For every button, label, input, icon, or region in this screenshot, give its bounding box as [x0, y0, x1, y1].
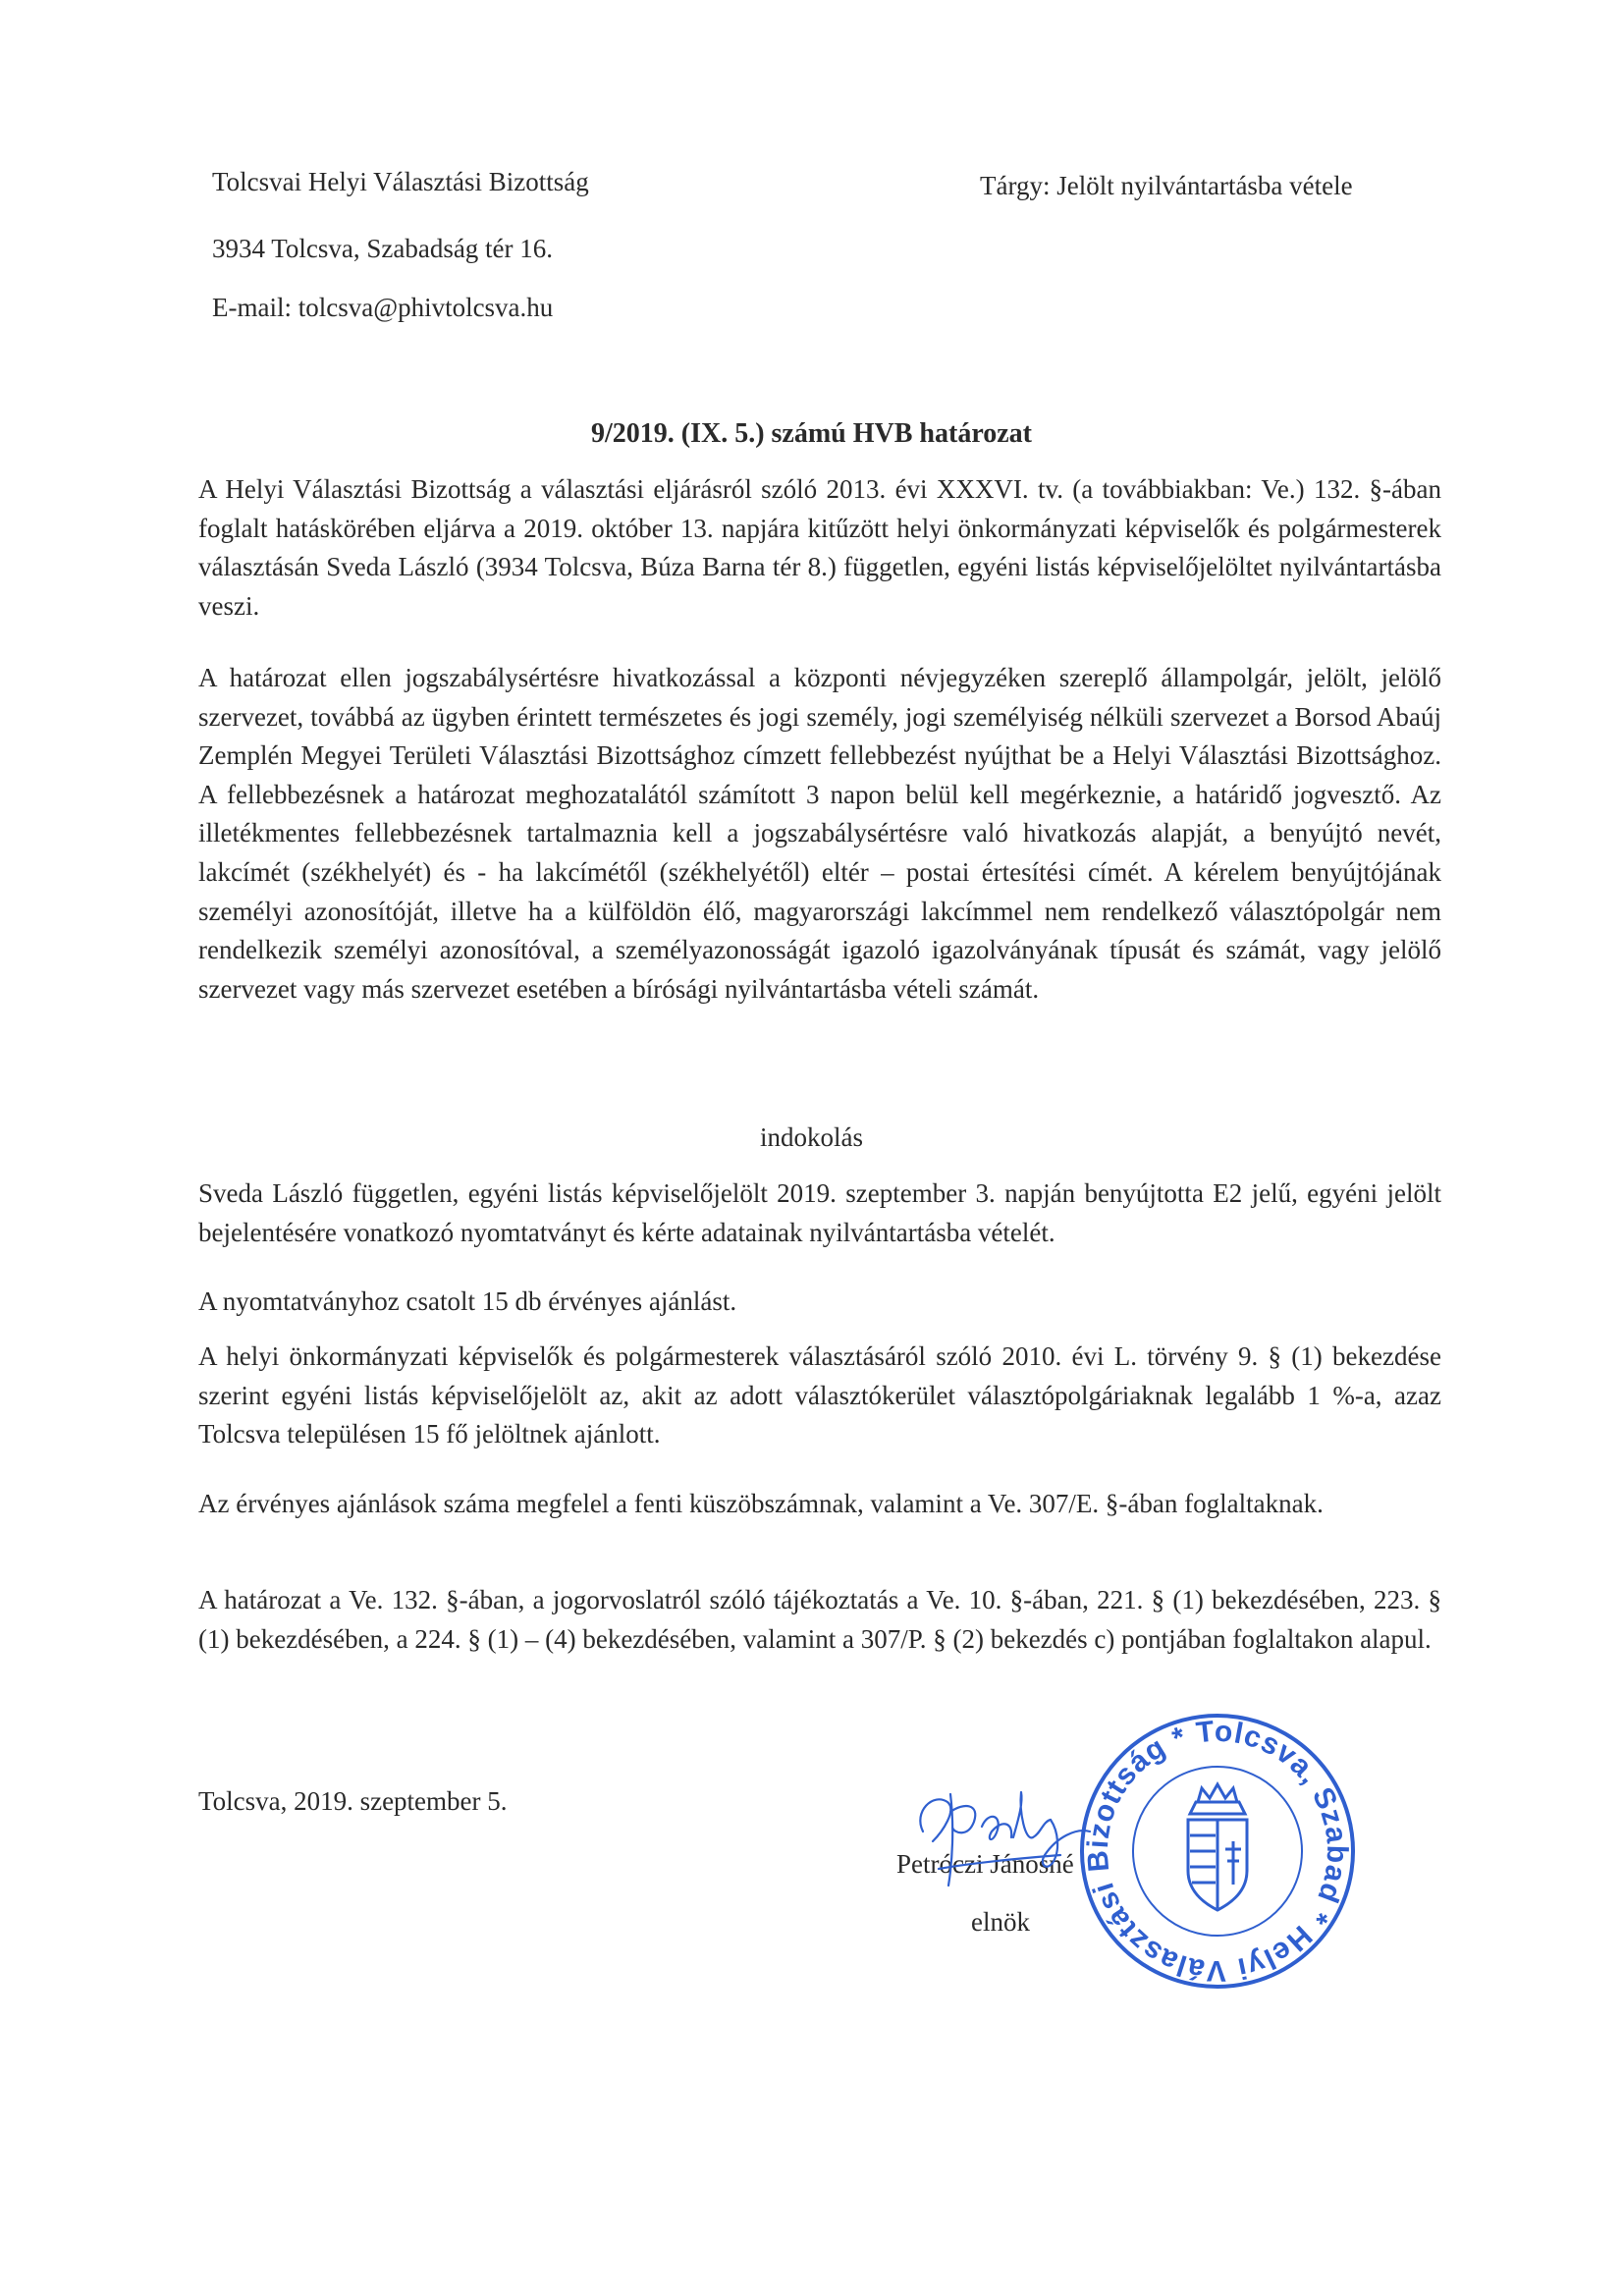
legal-basis-paragraph: A határozat a Ve. 132. §-ában, a jogorvoslatról szóló tájékoztatás a Ve. 10. §-ában, 221. § (1) bekezdésében, 223. § (1) bekezdésében, a 224. § (1) – (4) bekezdésében, valamint a 307/P. § (2) bekezdés c) pontjában foglaltakon alapul. [198, 1585, 1441, 1654]
reasoning-paragraph: A nyomtatványhoz csatolt 15 db érvényes ajánlást. [198, 1286, 737, 1316]
sender-address: 3934 Tolcsva, Szabadság tér 16. [212, 234, 554, 263]
signatory-role: elnök [971, 1907, 1030, 1937]
subject-line: Tárgy: Jelölt nyilvántartásba vétele [980, 171, 1353, 200]
reasoning-paragraph: Az érvényes ajánlások száma megfelel a fenti küszöbszámnak, valamint a Ve. 307/E. §-ában foglaltaknak. [198, 1489, 1324, 1518]
reasoning-heading: indokolás [760, 1122, 863, 1152]
hungarian-coat-of-arms-icon [1188, 1784, 1247, 1910]
reasoning-paragraph: A helyi önkormányzati képviselők és polgármesterek választásáról szóló 2010. évi L. törvény 9. § (1) bekezdése szerint egyéni listás képviselőjelölt az, akit az adott választókerület választópolgáriaknak legalább 1 %-a, azaz Tolcsva településen 15 fő jelöltnek ajánlott. [198, 1341, 1441, 1449]
stamp-text: * Helyi Választási Bizottság * Tolcsva, Szabadság [1081, 1715, 1354, 1988]
sender-email: E-mail: tolcsva@phivtolcsva.hu [212, 293, 554, 322]
decision-paragraph: A Helyi Választási Bizottság a választási eljárásról szóló 2013. évi XXXVI. tv. (a továbbiakban: Ve.) 132. §-ában foglalt hatáskörében eljárva a 2019. október 13. napjára kitűzött helyi önkormányzati képviselők és polgármesterek választásán Sveda László (3934 Tolcsva, Búza Barna tér 8.) független, egyéni listás képviselőjelöltet nyilvántartásba veszi. [198, 474, 1441, 621]
appeal-information-paragraph: A határozat ellen jogszabálysértésre hivatkozással a központi névjegyzéken szereplő állampolgár, jelölt, jelölő szervezet, továbbá az ügyben érintett természetes és jogi személy, jogi személyiség nélküli szervezet a Borsod Abaúj Zemplén Megyei Területi Választási Bizottsághoz címzett fellebbezést nyújthat be a Helyi Választási Bizottsághoz. A fellebbezésnek a határozat meghozatalától számított 3 napon belül kell megérkeznie, a határidő jogvesztő. Az illetékmentes fellebbezésnek tartalmaznia kell a jogszabálysértésre való hivatkozás alapját, a benyújtó nevét, lakcímét (székhelyét) és - ha lakcímétől (székhelyétől) eltér – postai értesítési címét. A kérelem benyújtójának személyi azonosítóját, illetve ha a külföldön élő, magyarországi lakcímmel nem rendelkező választópolgár nem rendelkezik személyi azonosítóval, a személyazonosságát igazoló igazolványának típusát és számát, vagy jelölő szervezet vagy más szervezet esetében a bírósági nyilvántartásba vételi számát. [198, 663, 1441, 1004]
signatory-name: Petróczi Jánosné [896, 1849, 1074, 1879]
reasoning-paragraph: Sveda László független, egyéni listás képviselőjelölt 2019. szeptember 3. napján benyújtotta E2 jelű, egyéni jelölt bejelentésére vonatkozó nyomtatványt és kérte adatainak nyilvántartásba vételét. [198, 1178, 1441, 1247]
place-and-date: Tolcsva, 2019. szeptember 5. [198, 1786, 508, 1816]
official-stamp [1070, 1704, 1365, 1998]
sender-organization: Tolcsvai Helyi Választási Bizottság [212, 167, 589, 196]
document-title: 9/2019. (IX. 5.) számú HVB határozat [590, 418, 1032, 449]
